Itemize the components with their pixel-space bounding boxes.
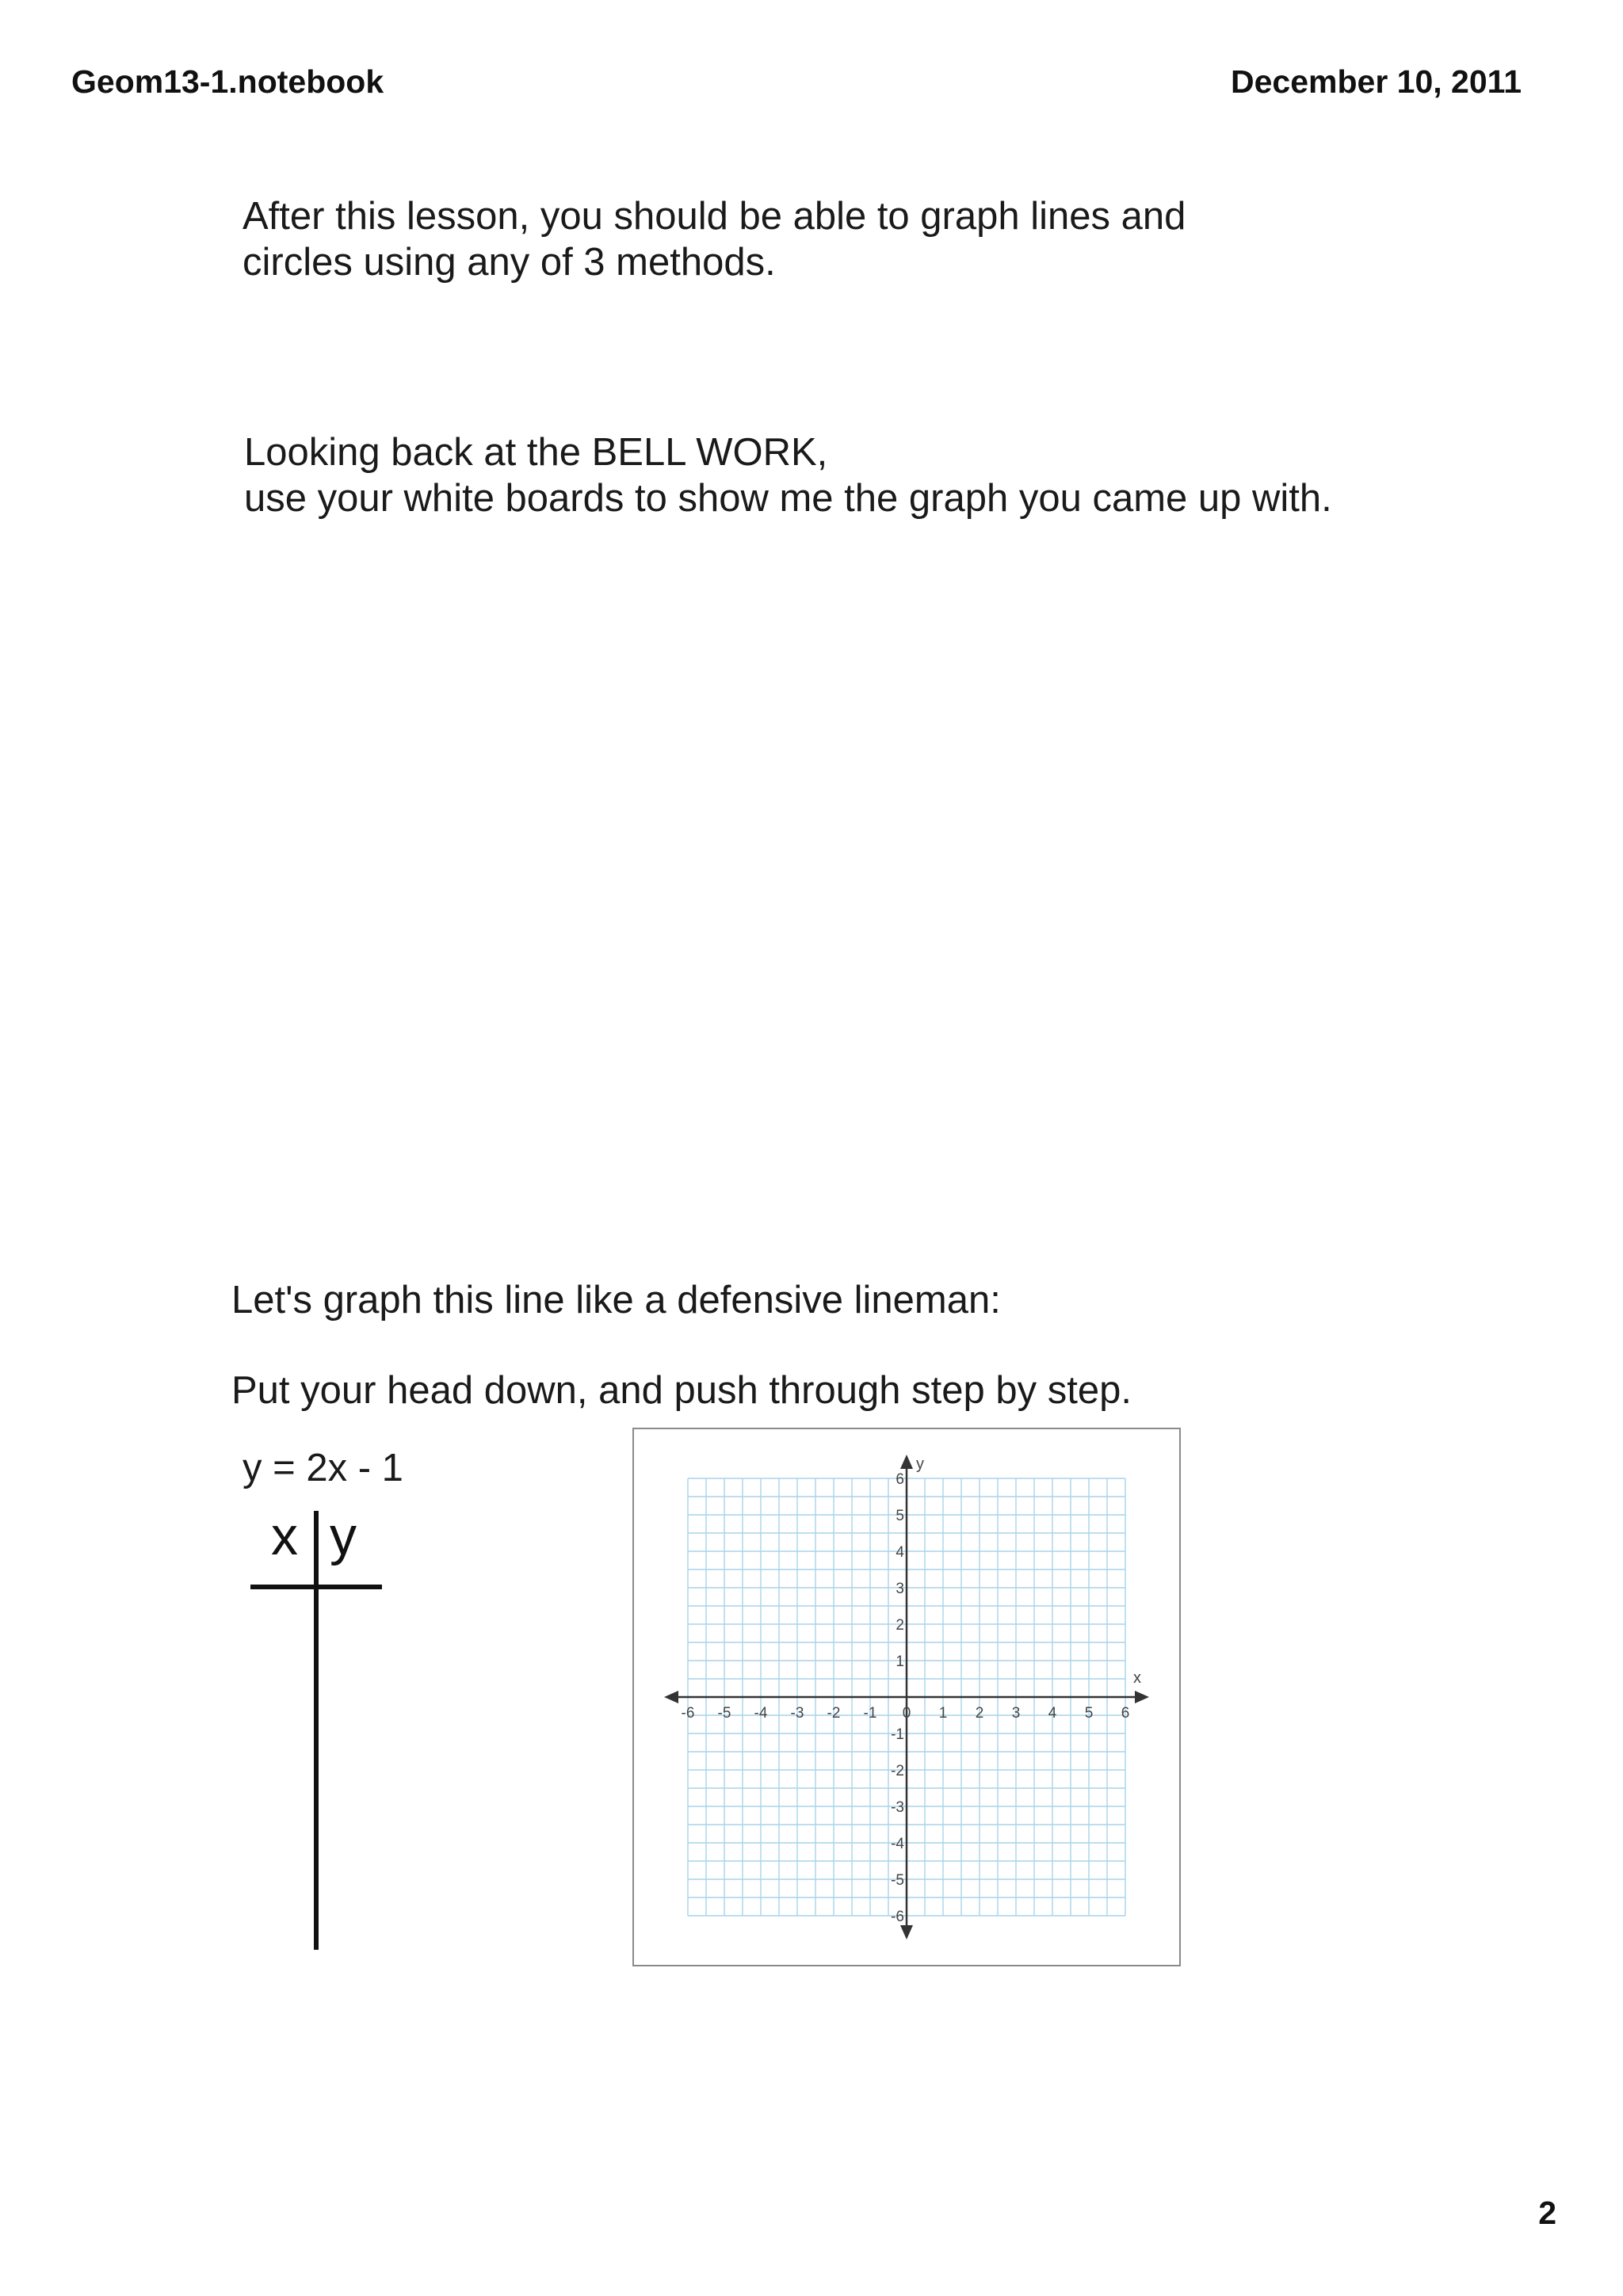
x-tick-label: -5	[717, 1705, 731, 1722]
y-tick-label: -2	[891, 1763, 904, 1779]
t-table-x-header: x	[271, 1506, 298, 1566]
y-axis-top-arrow	[900, 1455, 913, 1469]
bellwork-line-1: Looking back at the BELL WORK,	[244, 431, 828, 474]
x-tick-label: 4	[1048, 1705, 1057, 1722]
x-tick-label: 1	[938, 1705, 948, 1722]
x-axis-label: x	[1133, 1669, 1141, 1687]
x-tick-label: -6	[681, 1705, 695, 1722]
y-tick-label: -4	[891, 1836, 904, 1852]
coordinate-plane	[634, 1429, 1179, 1965]
x-tick-label: -1	[863, 1705, 877, 1722]
coordinate-plane-frame	[632, 1428, 1181, 1966]
x-tick-label: 6	[1121, 1705, 1130, 1722]
line-equation: y = 2x - 1	[242, 1447, 403, 1489]
xy-t-table	[238, 1506, 412, 1953]
objective-line-1: After this lesson, you should be able to graph lines and	[242, 195, 1186, 238]
y-tick-label: -1	[891, 1726, 904, 1743]
y-tick-label: 6	[896, 1471, 904, 1488]
x-tick-label: -3	[790, 1705, 804, 1722]
y-tick-label: -5	[891, 1872, 904, 1889]
document-title: Geom13-1.notebook	[71, 63, 384, 100]
y-tick-label: 1	[896, 1653, 904, 1670]
t-table-vertical-rule	[314, 1511, 319, 1950]
y-axis-label: y	[916, 1455, 924, 1473]
y-tick-label: -6	[891, 1909, 904, 1925]
document-date: December 10, 2011	[1231, 63, 1522, 100]
x-tick-label: 5	[1084, 1705, 1094, 1722]
y-tick-label: 2	[896, 1617, 904, 1634]
x-tick-label: 3	[1011, 1705, 1021, 1722]
x-tick-label: -2	[827, 1705, 841, 1722]
page-number: 2	[1538, 2195, 1556, 2231]
bellwork-line-2: use your white boards to show me the graph you came up with.	[244, 477, 1332, 520]
objective-line-2: circles using any of 3 methods.	[242, 241, 776, 284]
y-tick-label: -3	[891, 1799, 904, 1816]
x-axis-right-arrow	[1135, 1691, 1149, 1703]
x-tick-label: -4	[754, 1705, 768, 1722]
y-tick-label: 4	[896, 1544, 904, 1561]
y-tick-label: 5	[896, 1508, 904, 1524]
y-tick-label: 3	[896, 1581, 904, 1597]
y-axis-bottom-arrow	[900, 1925, 913, 1939]
step-by-step-instruction: Put your head down, and push through step by step.	[231, 1369, 1132, 1412]
lineman-instruction: Let's graph this line like a defensive lineman:	[231, 1279, 1001, 1322]
lesson-objective	[242, 193, 1186, 285]
x-axis-left-arrow	[664, 1691, 678, 1703]
bellwork-prompt	[244, 429, 1332, 521]
x-tick-label: 2	[975, 1705, 984, 1722]
x-tick-label: 0	[902, 1705, 911, 1722]
t-table-y-header: y	[330, 1506, 357, 1566]
